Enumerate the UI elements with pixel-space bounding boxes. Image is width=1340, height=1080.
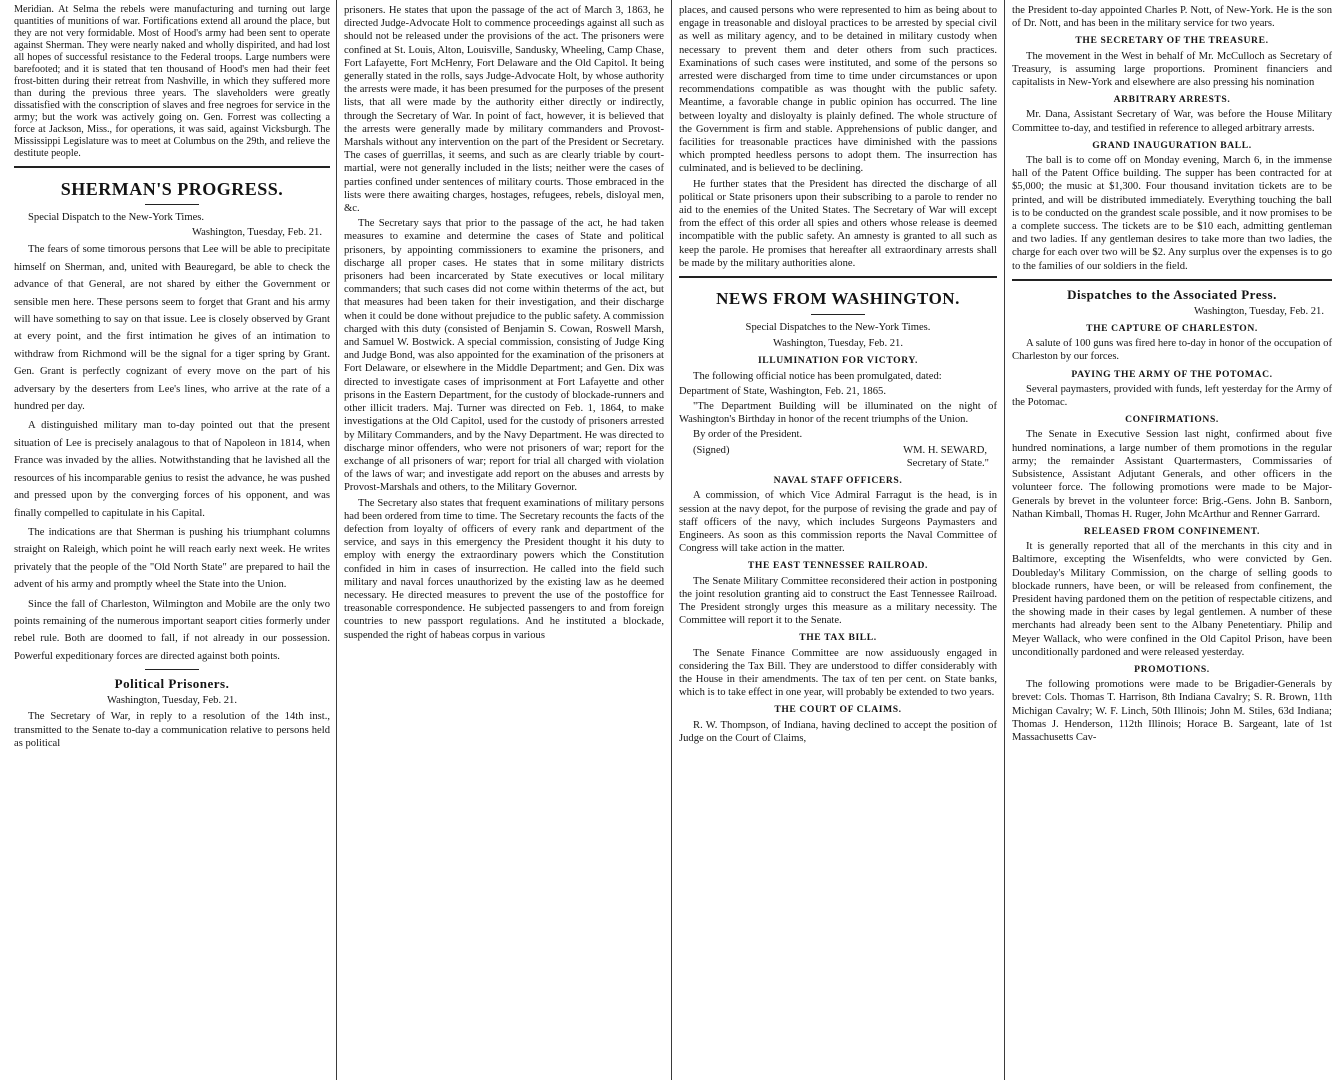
article-paragraph: The ball is to come off on Monday evening, March 6, in the immense hall of the Patent Office building. The supper has been contracted for at $5,000; the music at $1,300. Four thousand invitation tickets are to be printed, and will be distributed immediately. Everything touching the ball is to be conducted on the grandest scale possible, and it now promises to be a complete success. The tickets are to be $10 each, admitting gentleman and two ladies. If any gentleman desires to take more than two ladies, the charge for each over two will be $2. Any surplus over the expenses is to go to the families of our soldiers in the field. [1012, 155, 1332, 272]
column-4 [1006, 0, 1338, 1080]
signed-label: (Signed) [693, 444, 730, 456]
section-rule [14, 166, 330, 168]
subhead-confirmations: CONFIRMATIONS. [1125, 414, 1219, 426]
article-paragraph: Meridian. At Selma the rebels were manufacturing and turning out large quantities of munitions of war. Fortifications extend all around the place, but they are not very formidable. Most of Hood's army had been sent to operate against Sherman. They were nearly naked and wholly dispirited, and had lost all hopes of successful resistance to the Federal troops. Large numbers were barefooted; and it is stated that ten thousand of Hood's men had their feet frost-bitten during their retreat from Nashville, in which they suffered more than during the previous three years. The slaveholders were greatly dissatisfied with the conscription of slaves and free negroes for service in the army; but the work was actively going on. Gen. Forrest was collecting a force at Jackson, Miss., for operations, it was said, against Vicksburgh. The Mississippi Legislature was to meet at Columbus on the 29th, and relieve the destitute people. [14, 4, 330, 159]
column-rule [671, 0, 672, 1080]
subhead-illumination: ILLUMINATION FOR VICTORY. [757, 355, 919, 367]
subhead-tax-bill: THE TAX BILL. [799, 632, 877, 644]
article-paragraph: The indications are that Sherman is pushing his triumphant columns straight on Raleigh, which point he will reach early next week. He writes privately that the people of the "Old North State" are prepared to hail the advent of his army and promptly wheel the State into the Union. [14, 526, 330, 591]
article-paragraph: the President to-day appointed Charles P. Nott, of New-York. He is the son of Dr. Nott, and has been in the military service for two years. [1012, 5, 1332, 30]
headline-political-prisoners: Political Prisoners. [114, 676, 230, 692]
dateline: Washington, Tuesday, Feb. 21. [1193, 305, 1324, 317]
headline-associated-press: Dispatches to the Associated Press. [1067, 286, 1277, 302]
article-paragraph: The Senate Finance Committee are now assiduously engaged in considering the Tax Bill. They are understood to differ considerably with the House in their amendments. The tax of ten per cent. on State banks, which is to take effect in one year, will probably be extended to two years. [679, 647, 997, 699]
article-paragraph: Several paymasters, provided with funds, left yesterday for the Army of the Potomac. [1012, 383, 1332, 409]
subhead-inauguration-ball: GRAND INAUGURATION BALL. [1092, 139, 1252, 151]
signer-title: Secretary of State." [906, 457, 989, 469]
article-paragraph: He further states that the President has directed the discharge of all political or State prisoners upon their subscribing to a parole to render no aid to the enemies of the United States. The Secretary of War will except from the effect of this order all spies and others whose release is deemed incompatible with the public safety. An amnesty is granted to all such as keep the parole. He promises that hereafter all extraordinary arrests shall be made by the military authorities alone. [679, 178, 997, 269]
headline-dash [811, 314, 865, 315]
subhead-promotions: PROMOTIONS. [1134, 663, 1210, 675]
headline-shermans-progress: SHERMAN'S PROGRESS. [60, 179, 284, 199]
subhead-naval-staff: NAVAL STAFF OFFICERS. [773, 475, 903, 487]
subhead-paying-army: PAYING THE ARMY OF THE POTOMAC. [1071, 368, 1273, 380]
article-paragraph: The movement in the West in behalf of Mr. McCulloch as Secretary of Treasury, is assuming large proportions. Prominent financiers and capitalists in New-York and elsewhere are also pressing his nomination [1012, 50, 1332, 89]
article-paragraph: Since the fall of Charleston, Wilmington and Mobile are the only two points remaining of the numerous important seaport cities formerly under rebel rule. Both are doomed to fall, if not already in our possession. Powerful expeditionary forces are directed against both points. [14, 598, 330, 662]
article-paragraph: R. W. Thompson, of Indiana, having declined to accept the position of Judge on the Court of Claims, [679, 719, 997, 744]
column-rule [336, 0, 337, 1080]
signature-line [679, 444, 997, 457]
article-paragraph: The Senate Military Committee reconsidered their action in postponing the joint resolution granting aid to construct the East Tennessee Railroad. The President strongly urges this measure as a military necessity. The Committee will report it to the Senate. [679, 575, 997, 627]
article-paragraph: The Secretary says that prior to the passage of the act, he had taken measures to examine and determine the cases of State and political prisoners, by appointing commissioners to examine the prisoners, and discharge all proper cases. He states that in some military districts prisoners had been incarcerated by State executives or local military commanders; that such cases did not come within theterms of the act, but that measures had been taken for their investigation, and their discharge when it could be done without prejudice to the public safety. A commission charged with this duty (consisted of Benjamin S. Cowan, Roswell Marsh, and Samuel W. Bostwick. A special commission, consisting of Judge King and Judge Bond, was also appointed for the examination of the prisoners at Fort Delaware, or elsewhere in the Middle Department; and Gen. Dix was directed to investigate cases of imprisonment at Fort Lafayette and other prisons in the Eastern Department, for the custody of blockade-runners and other illicit traders. Maj. Turner was directed on Feb. 1, 1864, to make investigations at the Old Capitol, used for the custody of prisoners arrested by Military Commanders, and by the Navy Department. He was directed to discharge minor offenders, who were not prisoners of war; report for the exchange of all prisoners of war; report for trial all charged with violation of the laws of war; and investigate add report on the abuses and arrests by Provost-Marshals and others, to the Military Governor. [344, 218, 664, 494]
headline-dash [145, 204, 199, 205]
article-paragraph: The following promotions were made to be Brigadier-Generals by brevet: Cols. Thomas T. Harrison, 8th Indiana Cavalry; S. R. Brown, 11th Michigan Cavalry; W. F. Linch, 50th Illinois; John M. Stiles, 63d Indiana; Thomas J. Henderson, 112th Illinois; Horace B. Sargeant, late of 1st Massachusetts Cav- [1012, 679, 1332, 743]
column-1 [8, 0, 336, 1080]
notice-dept-line: Department of State, Washington, Feb. 21, 1865. [679, 385, 886, 397]
article-paragraph: Mr. Dana, Assistant Secretary of War, was before the House Military Committee to-day, and testified in reference to alleged arbitrary arrests. [1012, 109, 1332, 134]
article-paragraph: A salute of 100 guns was fired here to-day in honor of the occupation of Charleston by our forces. [1012, 338, 1332, 363]
article-paragraph: The Senate in Executive Session last night, confirmed about five hundred nominations, a large number of them promotions in the regular army; the remainder Assistant Quartermasters, Commissaries of Subsistence, Assistant Adjutant Generals, and other officers in the volunteer force. The following promotions were made to be Major-Generals by brevet in the volunteer force: Brig.-Gens. John B. Sanborn, Nathan Kimball, Thomas H. Ruger, John McArthur and Renner Garrard. [1012, 429, 1332, 520]
article-paragraph: The Secretary of War, in reply to a resolution of the 14th inst., transmitted to the Senate to-day a communication relative to persons held as political [14, 711, 330, 749]
subhead-court-of-claims: THE COURT OF CLAIMS. [774, 704, 902, 716]
dateline: Washington, Tuesday, Feb. 21. [106, 695, 237, 707]
notice-order: By order of the President. [693, 429, 803, 441]
dateline: Washington, Tuesday, Feb. 21. [191, 227, 322, 239]
subhead-released-confinement: RELEASED FROM CONFINEMENT. [1083, 525, 1261, 537]
subhead-east-tennessee-railroad: THE EAST TENNESSEE RAILROAD. [747, 560, 929, 572]
article-paragraph: A commission, of which Vice Admiral Farragut is the head, is in session at the navy depot, for the purpose of revising the grade and pay of staff officers of the navy, which includes Surgeons Paymasters and Engineers. As soon as this commission reports the Naval Committee of Congress will take action in the matter. [679, 490, 997, 555]
article-paragraph: A distinguished military man to-day pointed out that the present situation of Lee is precisely analagous to that of Napoleon in 1814, when France was invaded by the allies. Notwithstanding that he lavished all the resources of his incomparable genius to resist the advance, he was pushed and pressed upon by the converging forces of his opponent, and was finally compelled to capitulate in his Capital. [14, 420, 330, 519]
subhead-secretary-treasure: THE SECRETARY OF THE TREASURE. [1075, 35, 1269, 47]
subhead-arbitrary-arrests: ARBITRARY ARRESTS. [1113, 94, 1231, 106]
article-paragraph: places, and caused persons who were represented to him as being about to engage in treasonable and disloyal practices to be arrested by special civil as well as military agency, and to be detained in military custody when necessary to prevent them and deter others from such practices. Examinations of such cases were instituted, and some of the persons so arrested were discharged from time to time under circumstances or upon recommendations compatible as was thought with the public safety. Meantime, a favorable change in public opinion has occurred. The line between loyalty and disloyalty is plainly defined. The whole structure of the Government is firm and stable. Apprehensions of public danger, and facilities for treasonable practices have diminished with the passions which prompted heedless persons to adopt them. The insurrection has culminated, and is believed to be declining. [679, 5, 997, 175]
headline-news-from-washington: NEWS FROM WASHINGTON. [716, 289, 960, 309]
section-rule [1012, 279, 1332, 281]
special-dispatch-line: Special Dispatch to the New-York Times. [28, 212, 205, 223]
notice-text: "The Department Building will be illuminated on the night of Washington's Birthday in honor of the recent triumphs of the Union. [679, 401, 997, 426]
article-paragraph: prisoners. He states that upon the passage of the act of March 3, 1863, he directed Judge-Advocate Holt to commence proceedings against all such as should not be released under the provisions of the act. The prisoners were confined at St. Louis, Alton, Louisville, Sandusky, Wheeling, Camp Chase, Fort Lafayette, Fort McHenry, Fort Delaware and the Old Capitol. It being generally stated in the rolls, says Judge-Advocate Holt, by whose authority the arrests were made, it has been presumed for the purposes of the present lists, that all were made by the authority either directly or indirectly, through the Secretary of War. In point of fact, however, it is believed that the arrests were generally made by military commanders and Provost-Marshals without any intervention on the part of the President or Secretary. The cases of guerrillas, it seems, and such as are clearly triable by court-martial, were not generally included in the lists; neither were the cases of parties confined under sentences of military courts. Those embraced in the lists were there awaiting charges, hostages, refugees, rebels, disloyal men, &c. [344, 5, 664, 215]
column-rule [1004, 0, 1005, 1080]
dateline: Washington, Tuesday, Feb. 21. [772, 338, 903, 350]
subhead-capture-charleston: THE CAPTURE OF CHARLESTON. [1086, 323, 1258, 335]
section-dash [145, 669, 199, 670]
section-rule [679, 276, 997, 278]
article-paragraph: It is generally reported that all of the merchants in this city and in Baltimore, excepting the Wisenfeldts, who were convicted by Gen. Doubleday's Military Commission, on the charge of selling goods to blockade runners, have been, or will be released from confinement, the President having pardoned them on the petition of respectable citizens, and the showing made in their cases by legal gentlemen. A number of these merchants had already been sent to the Albany Penetentiary. Philip and Meyer Wallack, who were confined in the Old Capitol Prison, have been unconditionally pardoned and were released yesterday. [1012, 541, 1332, 658]
special-dispatch-line: Special Dispatches to the New-York Times. [745, 322, 931, 334]
article-paragraph: The fears of some timorous persons that Lee will be able to precipitate himself on Sherman, and, united with Beauregard, be able to check the advance of that General, are not shared by either the Government or sensible men here. These persons seem to forget that Grant and his army will have something to say on that issue. Lee is closely observed by Grant at every point, and the first intimation he gives of an intimation to withdraw from Richmond will be the signal for a tiger spring by Grant. Gen. Grant is perfectly cognizant of every move on the part of his adversary by the deserters from Lee's lines, who arrive at the rate of a hundred per day. [14, 244, 330, 413]
signer-name: WM. H. SEWARD, [903, 444, 987, 456]
article-paragraph: The following official notice has been promulgated, dated: [693, 370, 942, 382]
column-3 [673, 0, 1003, 1080]
article-paragraph: The Secretary also states that frequent examinations of military persons had been ordered from time to time. The Secretary recounts the facts of the defection from loyalty of officers of every rank and department of the service, and says in this emergency the President thought it his duty to employ with energy the extraordinary powers which the Constitution confided in him in cases of insurrection. He called into the field such military and naval forces unauthorized by the existing law as he deemed necessary. He directed measures to prevent the use of the postoffice for treasonable correspondence. He subjected passengers to and from foreign countries to new passport regulations. And he instituted a blockade, suspended the right of habeas corpus in various [344, 497, 664, 641]
column-2 [338, 0, 670, 1080]
